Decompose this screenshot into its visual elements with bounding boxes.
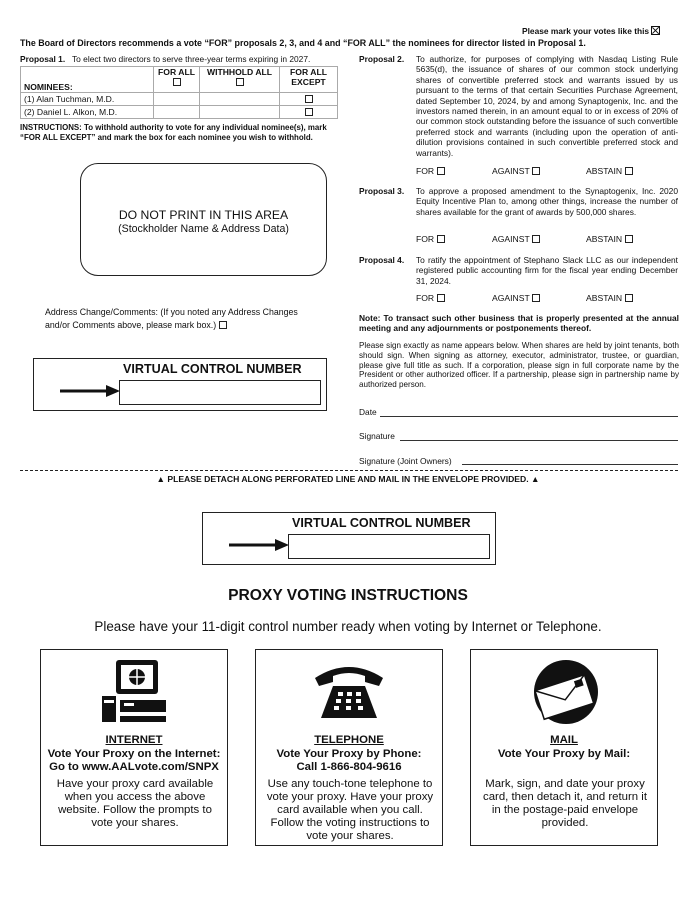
mark-votes-instruction: Please mark your votes like this [522, 26, 660, 36]
signature-field[interactable] [400, 440, 678, 441]
internet-line1: Vote Your Proxy on the Internet: [47, 748, 221, 760]
telephone-heading: TELEPHONE [314, 734, 384, 746]
detach-instruction: ▲ PLEASE DETACH ALONG PERFORATED LINE AND MAIL IN THE ENVELOPE PROVIDED. ▲ [156, 474, 540, 484]
mail-body: Mark, sign, and date your proxy card, then detach it, and return it in the postage-paid envelope provided. [483, 778, 647, 829]
joint-signature-label: Signature (Joint Owners) [359, 456, 452, 466]
joint-signature-field[interactable] [462, 464, 678, 465]
proposal-3-label: Proposal 3. [359, 186, 405, 196]
withhold-all-column: WITHHOLD ALL [200, 67, 280, 93]
proposal-4-label: Proposal 4. [359, 255, 405, 265]
internet-method [40, 649, 228, 846]
date-label: Date [359, 407, 377, 417]
proxy-voting-title: PROXY VOTING INSTRUCTIONS [228, 587, 468, 604]
vcn-label: VIRTUAL CONTROL NUMBER [292, 516, 471, 530]
proposal-3-against-checkbox[interactable] [532, 235, 540, 243]
withhold-all-checkbox[interactable] [236, 78, 244, 86]
stockholder-address-area [80, 163, 327, 276]
internet-body: Have your proxy card available when you access the above website. Follow the prompts to vote your shares. [56, 778, 214, 829]
signing-instructions: Please sign exactly as name appears below. When shares are held by joint tenants, both should sign. When signing as attorney, executor, administrator, trustee, or guardian, please give full title as such. If a corporation, please sign in full corporate name by the President or other authorized officer. If a partnership, please sign in partnership name by authorized person. [359, 341, 679, 390]
perforated-line [20, 470, 678, 471]
except-nominee-2-checkbox[interactable] [305, 108, 313, 116]
do-not-print-label: DO NOT PRINT IN THIS AREA [118, 208, 289, 222]
proposal-4-against-checkbox[interactable] [532, 294, 540, 302]
sample-marked-checkbox [651, 26, 660, 35]
for-all-column: FOR ALL [154, 67, 200, 93]
vcn-input-2[interactable] [288, 534, 490, 559]
proposal-4-text: To ratify the appointment of Stephano Slack LLC as our independent registered public accounting firm for the fiscal year ending December 31, 2024. [416, 255, 678, 286]
computer-icon [94, 656, 174, 726]
telephone-method [255, 649, 443, 846]
vcn-label: VIRTUAL CONTROL NUMBER [123, 362, 302, 376]
mail-heading: MAIL [550, 734, 578, 746]
telephone-body: Use any touch-tone telephone to vote your proxy. Have your proxy card available when you call. Follow the voting instructions to vote your shares. [266, 778, 434, 842]
proposal-3-text: To approve a proposed amendment to the Synaptogenix, Inc. 2020 Equity Incentive Plan to, among other things, increase the number of shares available for the grant of awards by 500,000 shares. [416, 186, 678, 217]
mail-envelope-icon [524, 656, 604, 726]
virtual-control-number-box [33, 358, 327, 411]
vcn-input[interactable] [119, 380, 321, 405]
arrow-right-icon [229, 539, 289, 551]
nominee-row: (1) Alan Tuchman, M.D. [21, 93, 338, 106]
telephone-number[interactable]: Call 1-866-804-9616 [296, 761, 402, 773]
proposal-2-for-checkbox[interactable] [437, 167, 445, 175]
telephone-icon [309, 656, 389, 726]
for-all-checkbox[interactable] [173, 78, 181, 86]
proxy-voting-subtitle: Please have your 11-digit control number ready when voting by Internet or Telephone. [94, 619, 602, 634]
proposal-2-against-checkbox[interactable] [532, 167, 540, 175]
withhold-instructions: INSTRUCTIONS: To withhold authority to vote for any individual nominee(s), mark “FOR ALL EXCEPT” and mark the box for each nominee you wish to withhold. [20, 123, 327, 142]
internet-heading: INTERNET [105, 734, 163, 746]
internet-url-line[interactable]: Go to www.AALvote.com/SNPX [49, 761, 219, 773]
virtual-control-number-box-2 [202, 512, 496, 565]
signature-label: Signature [359, 431, 395, 441]
except-nominee-1-checkbox[interactable] [305, 95, 313, 103]
mail-line1: Vote Your Proxy by Mail: [497, 748, 631, 760]
proposal-2-text: To authorize, for purposes of complying with Nasdaq Listing Rule 5635(d), the issuance of shares of our common stock underlying shares of convertible preferred stock and warrants issued by us pursuant to the terms of that certain Securities Purchase Agreement, dated September 10, 2024, by and among Synaptogenix, Inc. and the investors named therein, in an amount equal to or in excess of 20% of our common stock outstanding before the issuance of such convertible preferred stock and warrants (including upon the operation of anti-dilution provisions contained in such convertible preferred stock and warrants). [416, 54, 678, 158]
date-field[interactable] [380, 416, 678, 417]
proposal-3-abstain-checkbox[interactable] [625, 235, 633, 243]
nominees-table [20, 66, 338, 119]
address-change-checkbox[interactable] [219, 321, 227, 329]
mail-method [470, 649, 658, 846]
board-recommendation: The Board of Directors recommends a vote “FOR” proposals 2, 3, and 4 and “FOR ALL” the nominees for director listed in Proposal 1. [20, 38, 586, 48]
nominees-label: NOMINEES: [24, 82, 73, 92]
proposal-2-abstain-checkbox[interactable] [625, 167, 633, 175]
proposal-2-label: Proposal 2. [359, 54, 405, 64]
arrow-right-icon [60, 385, 120, 397]
proposal-3-for-checkbox[interactable] [437, 235, 445, 243]
proposal-1-heading: Proposal 1. To elect two directors to serve three-year terms expiring in 2027. [20, 54, 311, 64]
other-business-note: Note: To transact such other business that is properly presented at the annual meeting and any adjournments or postponements thereof. [359, 313, 679, 334]
for-all-except-column: FOR ALL EXCEPT [280, 67, 338, 93]
proposal-4-abstain-checkbox[interactable] [625, 294, 633, 302]
telephone-line1: Vote Your Proxy by Phone: [276, 748, 422, 760]
proposal-4-for-checkbox[interactable] [437, 294, 445, 302]
nominee-row: (2) Daniel L. Alkon, M.D. [21, 106, 338, 119]
stockholder-data-label: (Stockholder Name & Address Data) [118, 223, 289, 235]
address-change-comments: Address Change/Comments: (If you noted any Address Changes and/or Comments above, please mark box.) [45, 307, 298, 330]
